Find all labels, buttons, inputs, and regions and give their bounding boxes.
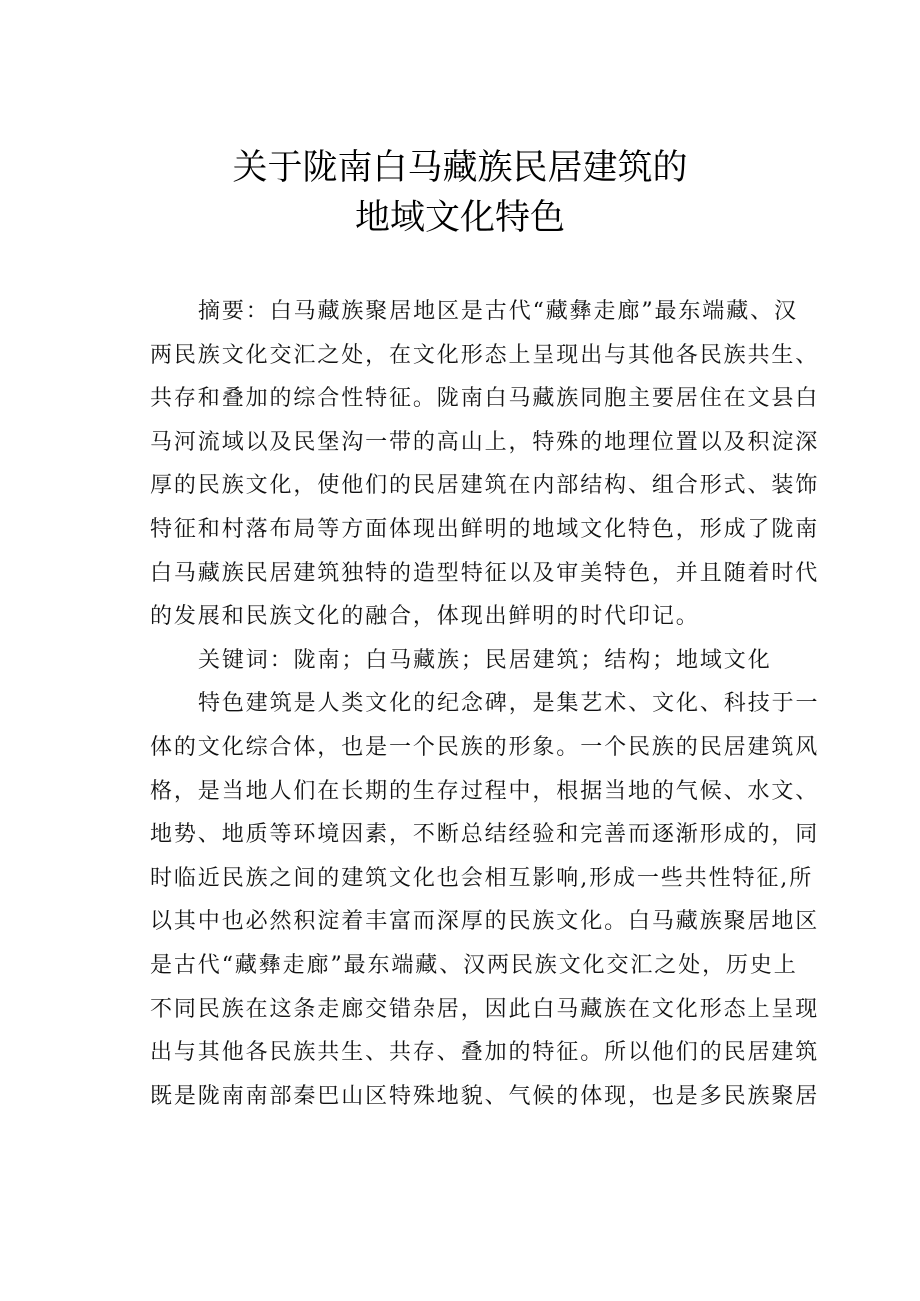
keywords-line: 关键词：陇南；白马藏族；民居建筑；结构；地域文化	[198, 647, 772, 673]
body-paragraph-line: 既是陇南南部秦巴山区特殊地貌、气候的体现，也是多民族聚居	[150, 1083, 820, 1109]
abstract-line: 厚的民族文化，使他们的民居建筑在内部结构、组合形式、装饰	[150, 473, 820, 499]
body-paragraph-line: 地势、地质等环境因素，不断总结经验和完善而逐渐形成的，同	[150, 822, 820, 848]
body-paragraph-line: 出与其他各民族共生、共存、叠加的特征。所以他们的民居建筑	[150, 1040, 820, 1066]
title-line-2: 地域文化特色	[354, 198, 565, 238]
abstract-line: 共存和叠加的综合性特征。陇南白马藏族同胞主要居住在文县白	[150, 386, 820, 412]
abstract-line: 白马藏族民居建筑独特的造型特征以及审美特色，并且随着时代	[150, 560, 820, 586]
body-paragraph-line: 特色建筑是人类文化的纪念碑，是集艺术、文化、科技于一	[198, 691, 820, 717]
title-line-1: 关于陇南白马藏族民居建筑的	[232, 148, 688, 188]
document-body	[150, 290, 820, 1118]
body-paragraph-line: 体的文化综合体，也是一个民族的形象。一个民族的民居建筑风	[150, 734, 820, 760]
abstract-line: 摘要：白马藏族聚居地区是古代“藏彝走廊”最东端藏、汉	[198, 299, 798, 324]
document-title	[0, 143, 920, 243]
body-paragraph-line: 是古代“藏彝走廊”最东端藏、汉两民族文化交汇之处，历史上	[150, 952, 798, 978]
abstract-line: 的发展和民族文化的融合，体现出鲜明的时代印记。	[150, 604, 700, 630]
body-paragraph-line: 不同民族在这条走廊交错杂居，因此白马藏族在文化形态上呈现	[150, 996, 820, 1022]
body-paragraph-line: 时临近民族之间的建筑文化也会相互影响,形成一些共性特征,所	[150, 865, 814, 891]
body-paragraph-line: 以其中也必然积淀着丰富而深厚的民族文化。白马藏族聚居地区	[150, 909, 820, 935]
abstract-line: 两民族文化交汇之处，在文化形态上呈现出与其他各民族共生、	[150, 342, 820, 368]
abstract-line: 马河流域以及民堡沟一带的高山上，特殊的地理位置以及积淀深	[150, 429, 820, 455]
body-paragraph-line: 格，是当地人们在长期的生存过程中，根据当地的气候、水文、	[150, 778, 820, 804]
abstract-line: 特征和村落布局等方面体现出鲜明的地域文化特色，形成了陇南	[150, 516, 820, 542]
